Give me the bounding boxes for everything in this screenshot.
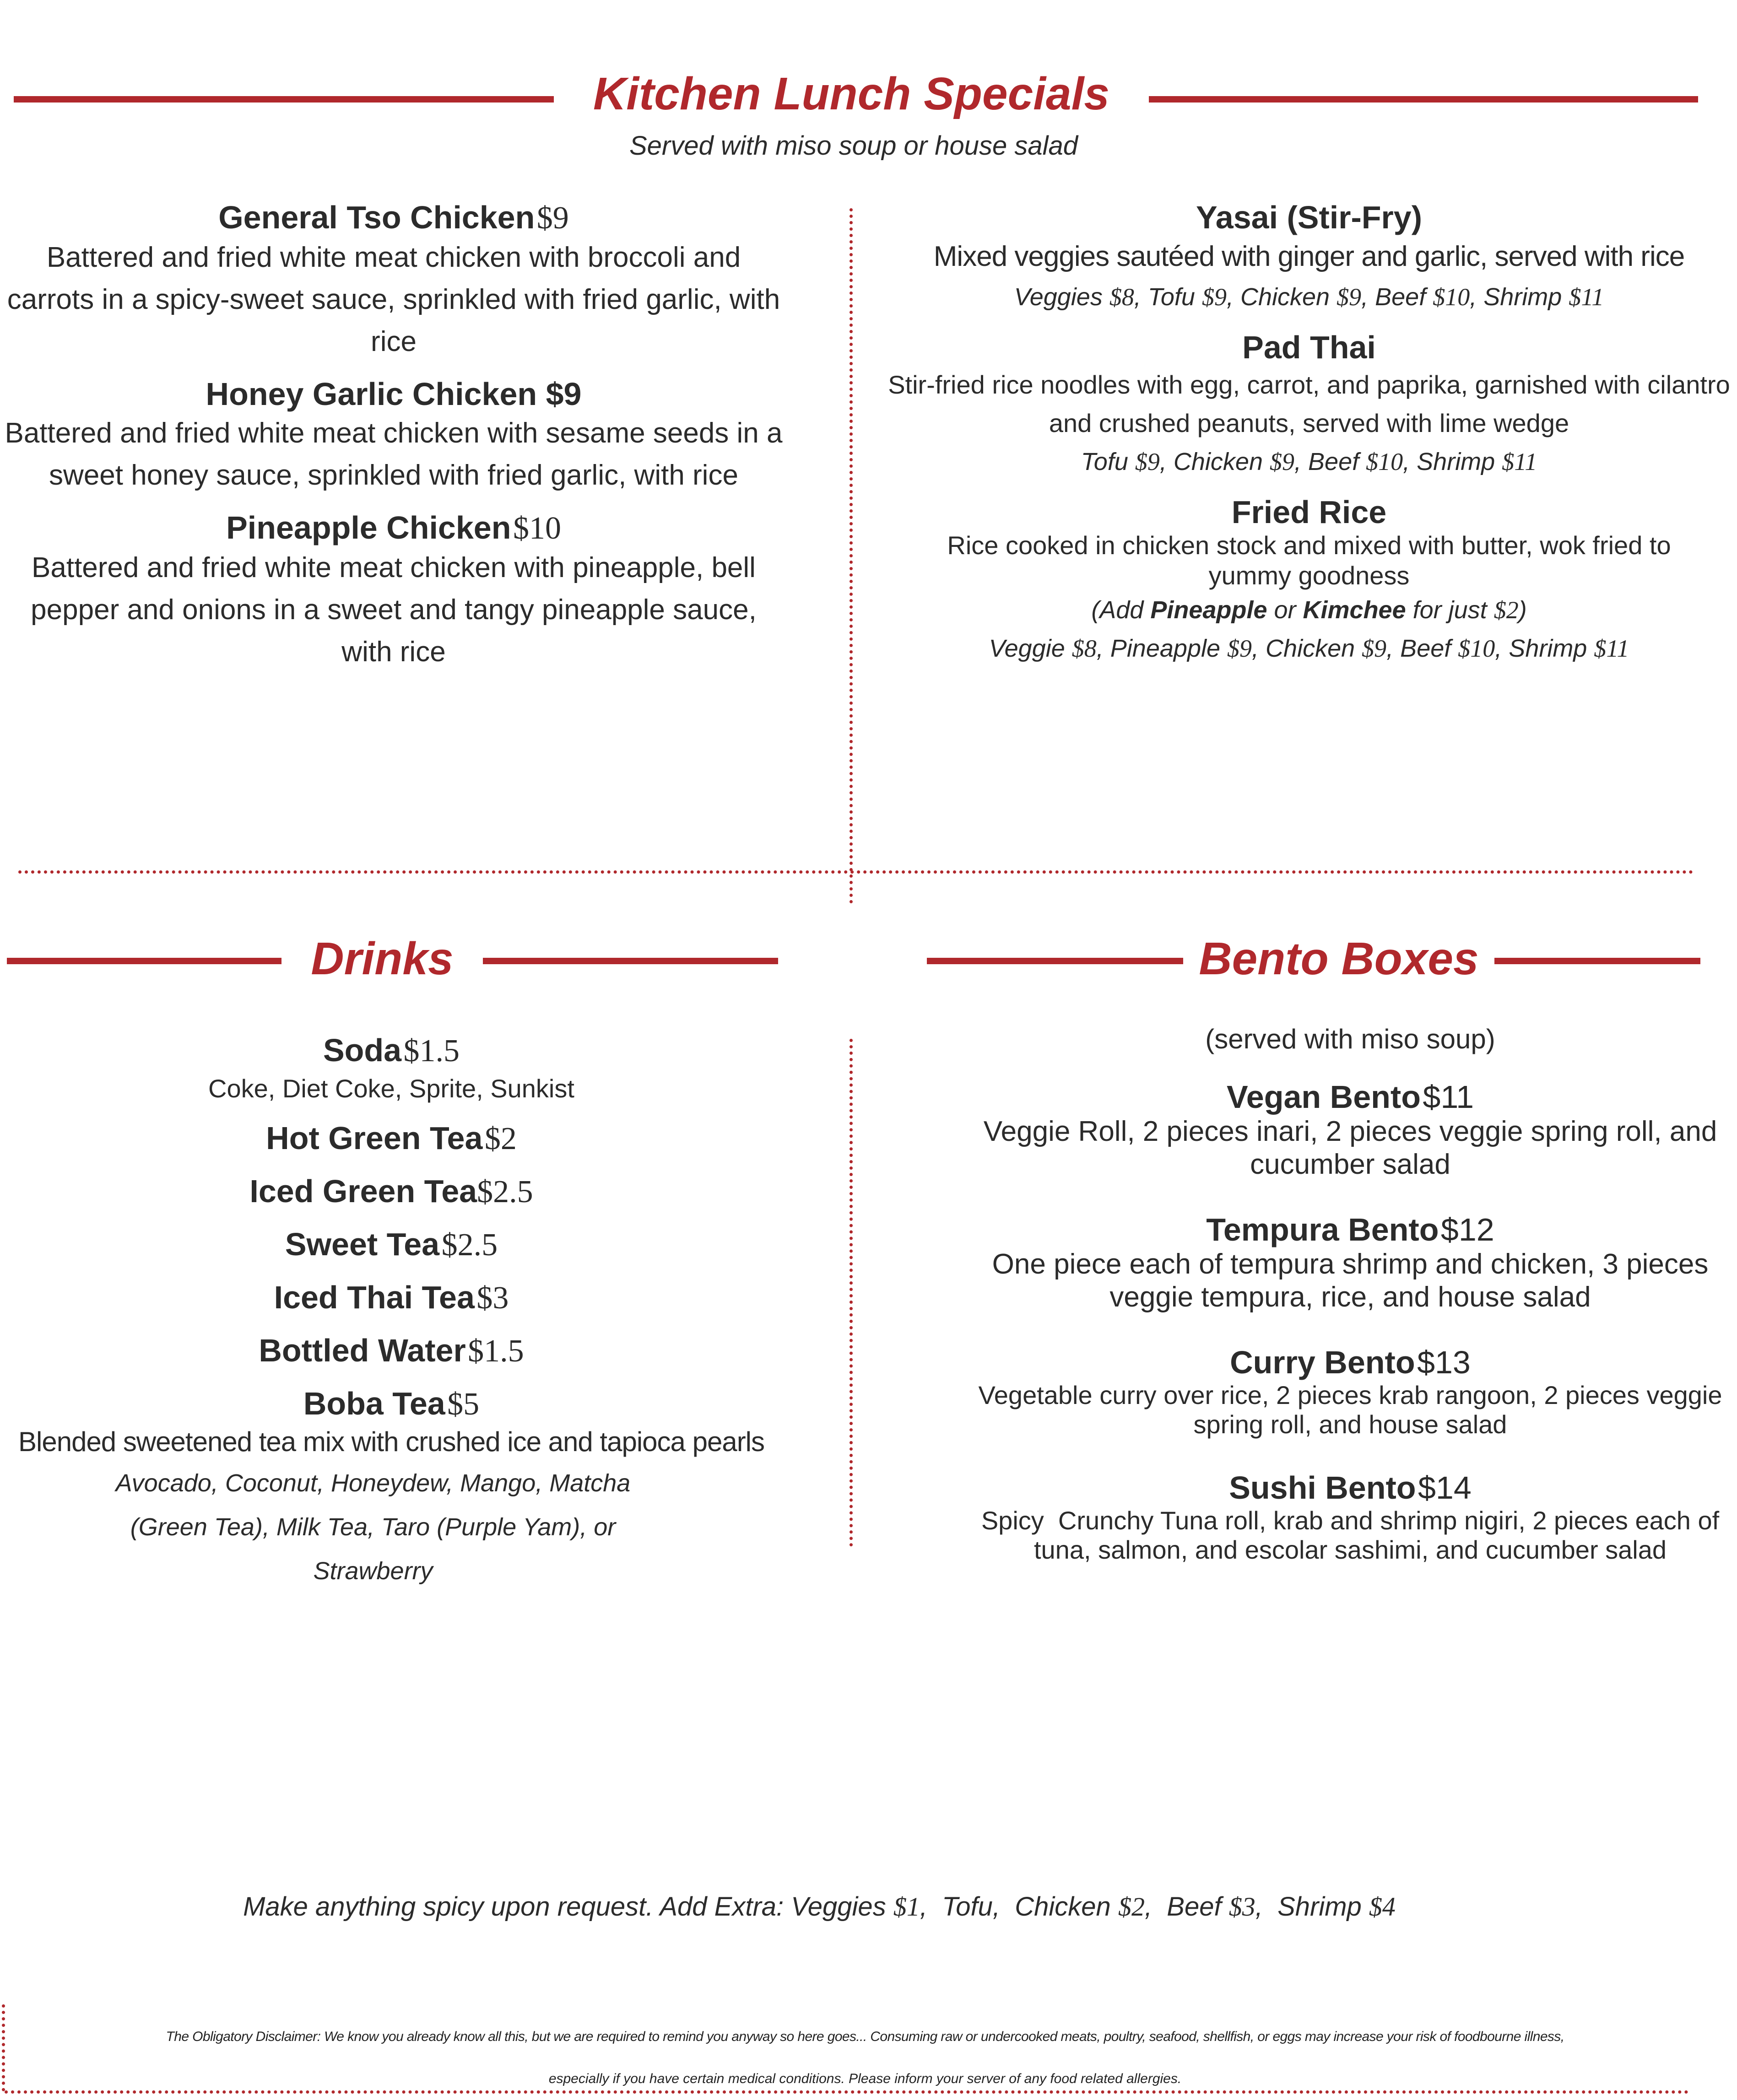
drinks-column: [0, 1032, 783, 1606]
lunch-subtitle: Served with miso soup or house salad: [629, 131, 1078, 161]
drink-item: [0, 1120, 783, 1157]
item-price: $2.5: [441, 1227, 498, 1263]
variant-label: Shrimp: [1509, 635, 1587, 662]
variant-price: $11: [1502, 448, 1537, 475]
item-description: Mixed veggies sautéed with ginger and garlic, served with rice: [933, 241, 1685, 272]
variant-label: Beef: [1308, 448, 1359, 475]
item-price: $13: [1417, 1344, 1471, 1380]
disclaimer: [14, 2016, 1716, 2100]
variant-price: $9: [1201, 283, 1227, 311]
variant-price: $8: [1071, 635, 1097, 662]
item-name: Boba Tea: [303, 1386, 445, 1421]
lunch-title: Kitchen Lunch Specials: [593, 68, 1110, 119]
variant-price: $9: [1362, 635, 1387, 662]
variant-label: Tofu: [1081, 448, 1128, 475]
menu-item-fried-rice: [888, 494, 1730, 668]
drinks-title-rule-left: [7, 958, 281, 964]
lunch-left-column: [5, 199, 783, 686]
drink-item: [0, 1332, 783, 1370]
variant-price: $10: [1366, 448, 1403, 475]
variant-price: $9: [1227, 635, 1252, 662]
variant-price: $10: [1433, 283, 1470, 311]
variant-price: $10: [1458, 635, 1495, 662]
bento-title: Bento Boxes: [1199, 933, 1479, 984]
item-price: $2: [484, 1121, 517, 1156]
item-name: Yasai (Stir-Fry): [1196, 200, 1423, 235]
disclaimer-border-left: [2, 2004, 5, 2091]
bento-item: [966, 1344, 1735, 1439]
drinks-bento-divider: [850, 1039, 853, 1547]
bento-item: [966, 1469, 1735, 1565]
item-name: General Tso Chicken: [218, 200, 535, 235]
bento-subtitle: (served with miso soup): [1205, 1024, 1495, 1054]
item-addon: (Add Pineapple or Kimchee for just $2): [1091, 596, 1527, 624]
item-price: $11: [1423, 1079, 1474, 1115]
disclaimer-line-2: especially if you have certain medical conditions. Please inform your server of any food related allergies.: [548, 2071, 1182, 2086]
item-name: Sweet Tea: [285, 1226, 440, 1262]
drink-item: [0, 1385, 783, 1593]
bento-title-rule-left: [927, 958, 1183, 964]
bento-column: [966, 1018, 1735, 1577]
item-name: Sushi Bento: [1229, 1470, 1416, 1506]
item-description: Vegetable curry over rice, 2 pieces krab rangoon, 2 pieces veggie spring roll, and house salad: [978, 1381, 1722, 1439]
disclaimer-line-1: The Obligatory Disclaimer: We know you already know all this, but we are required to remind you anyway so here goes... Consuming raw or undercooked meats, poultry, seafood, shellfish, or eggs may increase your risk of foodbourne illness,: [166, 2029, 1564, 2044]
variant-label: Shrimp: [1483, 283, 1562, 311]
variant-label: Beef: [1375, 283, 1426, 311]
drinks-title-rule-right: [483, 958, 778, 964]
item-description: Battered and fried white meat chicken with broccoli and carrots in a spicy-sweet sauce, sprinkled with fried garlic, with rice: [7, 242, 780, 357]
variant-label: Chicken: [1240, 283, 1330, 311]
variant-price: $11: [1569, 283, 1604, 311]
variant-price: $11: [1594, 635, 1629, 662]
menu-item: [5, 199, 783, 363]
item-description: Coke, Diet Coke, Sprite, Sunkist: [208, 1074, 574, 1103]
variant-price: $9: [1135, 448, 1160, 475]
item-name: Vegan Bento: [1226, 1079, 1421, 1115]
item-description: Battered and fried white meat chicken with sesame seeds in a sweet honey sauce, sprinkled with fried garlic, with rice: [5, 417, 783, 491]
item-description: Rice cooked in chicken stock and mixed with butter, wok fried to yummy goodness: [947, 531, 1671, 590]
item-name: Hot Green Tea: [266, 1120, 483, 1156]
item-price: $14: [1418, 1470, 1472, 1506]
item-name: Tempura Bento: [1206, 1212, 1439, 1247]
lunch-title-rule-right: [1149, 96, 1698, 103]
extras-line: Make anything spicy upon request. Add Extra: Veggies $1, Tofu, Chicken $2, Beef $3, Shrimp $4: [243, 1892, 1396, 1922]
item-description: Stir-fried rice noodles with egg, carrot, and paprika, garnished with cilantro and crushed peanuts, served with lime wedge: [888, 370, 1730, 437]
item-name: Bottled Water: [259, 1333, 466, 1368]
item-name: Fried Rice: [1231, 494, 1387, 530]
bento-title-rule-right: [1494, 958, 1700, 964]
addon-pineapple: Pineapple: [1150, 596, 1267, 624]
drink-item: [0, 1032, 783, 1108]
bento-item: [966, 1079, 1735, 1181]
variant-label: Tofu: [1147, 283, 1195, 311]
item-description: Veggie Roll, 2 pieces inari, 2 pieces veggie spring roll, and cucumber salad: [983, 1116, 1717, 1180]
item-name: Iced Thai Tea: [274, 1279, 475, 1315]
menu-item: [5, 509, 783, 673]
drink-item: [0, 1226, 783, 1263]
menu-item-yasai: [888, 199, 1730, 316]
menu-item: [5, 376, 783, 497]
item-variants: Veggies $8, Tofu $9, Chicken $9, Beef $10, Shrimp $11: [1014, 283, 1604, 311]
item-description: Battered and fried white meat chicken with pineapple, bell pepper and onions in a sweet and tangy pineapple sauce, with rice: [31, 552, 757, 668]
item-description: Blended sweetened tea mix with crushed ice and tapioca pearls: [18, 1426, 764, 1457]
item-name: Curry Bento: [1230, 1344, 1415, 1380]
item-price: $3: [476, 1280, 509, 1316]
variant-label: Veggies: [1014, 283, 1103, 311]
item-name: Iced Green Tea: [249, 1173, 477, 1209]
item-price: $12: [1440, 1212, 1494, 1247]
item-name: Pineapple Chicken: [226, 510, 511, 545]
item-variants: Tofu $9, Chicken $9, Beef $10, Shrimp $11: [1081, 448, 1537, 475]
item-name: Pad Thai: [1242, 329, 1376, 365]
item-description: One piece each of tempura shrimp and chicken, 3 pieces veggie tempura, rice, and house salad: [992, 1248, 1709, 1313]
addon-kimchee: Kimchee: [1303, 596, 1406, 624]
variant-price: $9: [1270, 448, 1295, 475]
item-price: $5: [447, 1387, 480, 1422]
item-description: Spicy Crunchy Tuna roll, krab and shrimp nigiri, 2 pieces each of tuna, salmon, and escolar sashimi, and cucumber salad: [981, 1506, 1726, 1564]
variant-label: Beef: [1400, 635, 1451, 662]
lunch-title-rule-left: [14, 96, 554, 103]
boba-flavors: Avocado, Coconut, Honeydew, Mango, Matcha (Green Tea), Milk Tea, Taro (Purple Yam), or Strawberry: [115, 1469, 631, 1585]
item-variants: Veggie $8, Pineapple $9, Chicken $9, Beef $10, Shrimp $11: [989, 635, 1629, 662]
item-price: $1.5: [468, 1333, 524, 1369]
drinks-title: Drinks: [311, 933, 454, 984]
item-price: $10: [513, 511, 561, 546]
variant-label: Shrimp: [1417, 448, 1495, 475]
item-name: Soda: [323, 1032, 402, 1068]
item-price: $9: [536, 200, 569, 236]
item-price: $2.5: [477, 1174, 533, 1209]
variant-label: Chicken: [1266, 635, 1355, 662]
lunch-right-column: [888, 199, 1730, 680]
lunch-column-divider: [850, 208, 853, 904]
variant-price: $9: [1337, 283, 1362, 311]
variant-price: $8: [1109, 283, 1134, 311]
variant-label: Chicken: [1173, 448, 1263, 475]
variant-label: Veggie: [989, 635, 1065, 662]
drink-item: [0, 1173, 783, 1210]
menu-item-pad-thai: [888, 329, 1730, 481]
drink-item: [0, 1279, 783, 1317]
bento-item: [966, 1211, 1735, 1314]
section-divider: [18, 870, 1694, 874]
item-name: Honey Garlic Chicken $9: [206, 376, 582, 412]
variant-label: Pineapple: [1110, 635, 1221, 662]
item-price: $1.5: [403, 1033, 460, 1069]
